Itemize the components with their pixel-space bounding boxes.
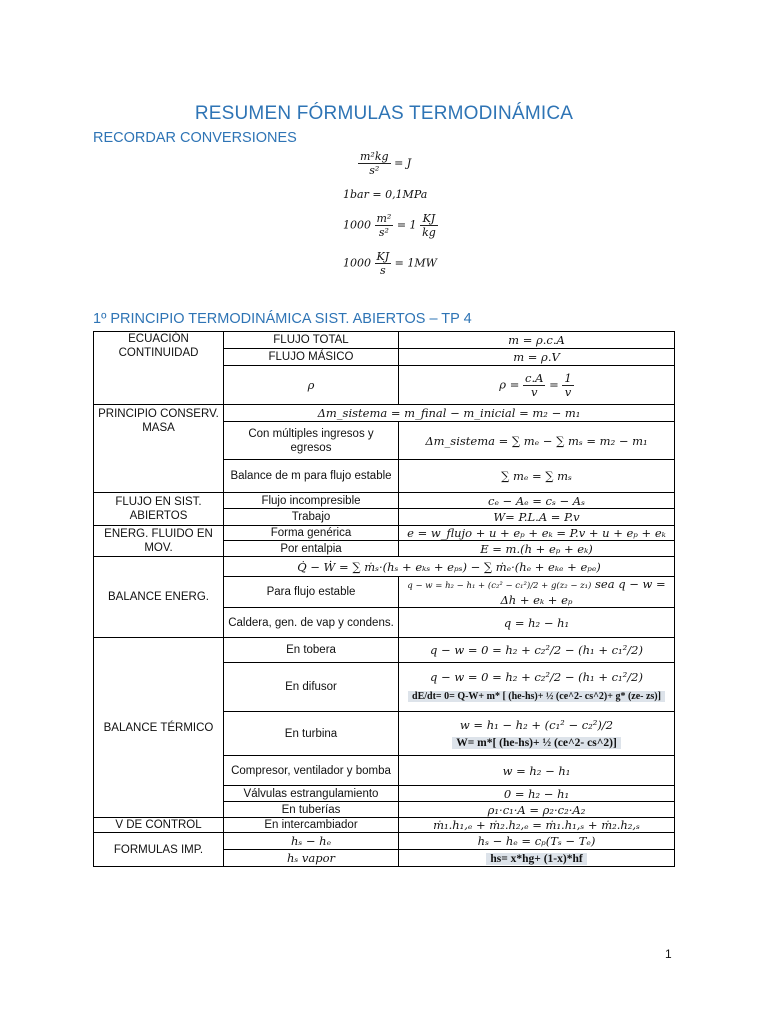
group-balance-termico: BALANCE TÉRMICO [94,638,224,818]
conversion-2: 1bar = 0,1MPa [343,188,428,201]
handwritten-note: W= m*[ (he-hs)+ ½ (ce^2- cs^2)] [452,737,621,749]
row-label: Flujo incompresible [224,493,399,509]
row-label: En intercambiador [224,818,399,833]
row-label: hₛ vapor [224,850,399,867]
row-formula: m = ρ.c.A [399,332,675,349]
conversion-4: 1000 $\frac{KJ}{s}$ = 1MW [343,250,437,277]
row-label: Válvulas estrangulamiento [224,786,399,802]
row-formula: cₑ − Aₑ = cₛ − Aₛ [399,493,675,509]
row-formula: ṁ₁.h₁,ₑ + ṁ₂.h₂,ₑ = ṁ₁.h₁,ₛ + ṁ₂.h₂,ₛ [399,818,675,833]
row-formula: Δm_sistema = m_final − m_inicial = m₂ − m₁ [224,405,675,422]
formula-table [93,331,675,867]
group-balance-energ: BALANCE ENERG. [94,557,224,638]
conversion-3: 1000 $\frac{\text{m²}}{\text{s²}}$ = 1 $\frac{KJ}{kg}$ [343,212,436,239]
row-formula: ∑ mₑ = ∑ mₛ [399,460,675,493]
row-label: Compresor, ventilador y bomba [224,756,399,786]
row-formula: m = ρ.V [399,349,675,366]
row-label: En tobera [224,638,399,663]
group-flujo-sist-abiertos: FLUJO EN SIST. ABIERTOS [94,493,224,526]
row-formula: w = h₁ − h₂ + (c₁² − c₂²)/2 W= m*[ (he-hs)+ ½ (ce^2- cs^2)] [399,712,675,756]
row-formula [399,850,675,867]
section-heading: 1º PRINCIPIO TERMODINÁMICA SIST. ABIERTOS – TP 4 [93,311,472,327]
conversion-1: $\frac{\text{m²kg}}{\text{s²}}$ = J [360,150,412,177]
row-formula: hₛ − hₑ = cₚ(Tₛ − Tₑ) [399,833,675,850]
group-formulas-imp: FORMULAS IMP. [94,833,224,867]
row-formula: Q̇ − Ẇ = ∑ ṁₛ·(hₛ + eₖₛ + eₚₛ) − ∑ ṁₑ·(hₑ + eₖₑ + eₚₑ) [224,557,675,577]
row-label: Con múltiples ingresos y egresos [224,422,399,460]
row-label: En turbina [224,712,399,756]
row-label: Trabajo [224,509,399,526]
row-label: Para flujo estable [224,577,399,608]
document-title: RESUMEN FÓRMULAS TERMODINÁMICA [194,103,574,124]
row-label: Por entalpia [224,541,399,557]
handwritten-note: hs= x*hg+ (1-x)*hf [486,853,586,865]
row-formula: Δm_sistema = ∑ mₑ − ∑ mₛ = m₂ − m₁ [399,422,675,460]
row-label: Forma genérica [224,526,399,541]
page-number: 1 [665,947,672,961]
row-formula: e = w_flujo + u + eₚ + eₖ = P.v + u + eₚ + eₖ [399,526,675,541]
row-formula: 0 = h₂ − h₁ [399,786,675,802]
handwritten-note: dE/dt= 0= Q-W+ m* [ (he-hs)+ ½ (ce^2- cs^2)+ g* (ze- zs)] [408,691,665,702]
row-formula: W= P.L.A = P.v [399,509,675,526]
row-formula: ρ₁·c₁·A = ρ₂·c₂·A₂ [399,802,675,818]
row-formula: E = m.(h + eₚ + eₖ) [399,541,675,557]
conversions-heading: RECORDAR CONVERSIONES [93,130,297,146]
row-label: Caldera, gen. de vap y condens. [224,608,399,638]
row-formula: q = h₂ − h₁ [399,608,675,638]
row-formula: q − w = 0 = h₂ + c₂²/2 − (h₁ + c₁²/2) [399,638,675,663]
row-formula: ρ = $\frac{c.A}{v}$ = $\frac{1}{v}$ [399,366,675,405]
row-label: En difusor [224,663,399,712]
row-formula: q − w = 0 = h₂ + c₂²/2 − (h₁ + c₁²/2) dE/dt= 0= Q-W+ m* [ (he-hs)+ ½ (ce^2- cs^2)+ g* (ze- zs)] [399,663,675,712]
row-label: En tuberías [224,802,399,818]
row-label: Balance de m para flujo estable [224,460,399,493]
group-v-de-control: V DE CONTROL [94,818,224,833]
row-label: FLUJO TOTAL [224,332,399,349]
group-conserv-masa: PRINCIPIO CONSERV. MASA [94,405,224,493]
group-ecuacion-continuidad: ECUACIÓN CONTINUIDAD [94,332,224,405]
row-formula: w = h₂ − h₁ [399,756,675,786]
row-formula: q − w = h₂ − h₁ + (c₂² − c₁²)/2 + g(z₂ − z₁) sea q − w = Δh + eₖ + eₚ [399,577,675,608]
row-label: FLUJO MÁSICO [224,349,399,366]
group-energ-fluido: ENERG. FLUIDO EN MOV. [94,526,224,557]
row-label: ρ [224,366,399,405]
row-label: hₛ − hₑ [224,833,399,850]
